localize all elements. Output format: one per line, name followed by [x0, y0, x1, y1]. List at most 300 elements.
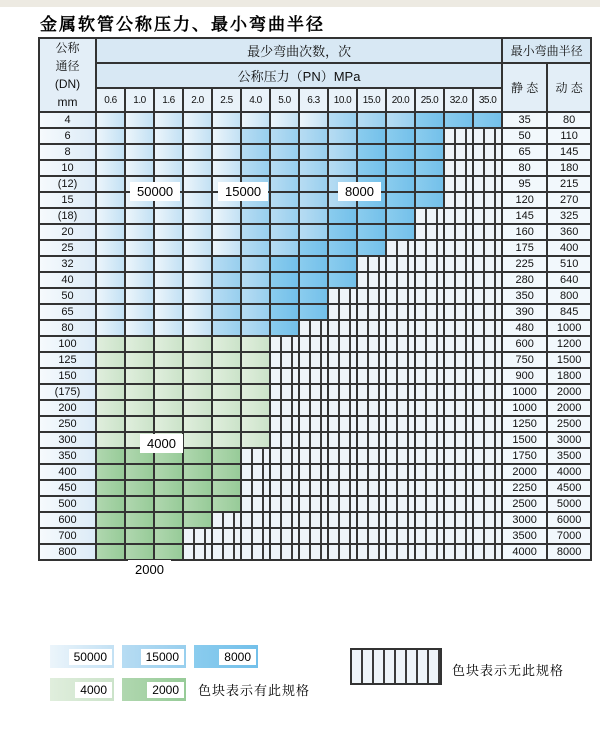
- spec-cell: [154, 160, 183, 176]
- no-spec-cell: [415, 400, 444, 416]
- no-spec-cell: [415, 384, 444, 400]
- no-spec-cell: [328, 496, 357, 512]
- spec-cell: [241, 112, 270, 128]
- dynamic-radius-value: 7000: [547, 528, 591, 544]
- no-spec-cell: [444, 432, 473, 448]
- static-radius-value: 900: [502, 368, 547, 384]
- spec-cell: [125, 256, 154, 272]
- no-spec-cell: [299, 368, 328, 384]
- spec-cell: [96, 368, 125, 384]
- no-spec-cell: [473, 464, 502, 480]
- dn-cell: 200: [39, 400, 96, 416]
- dynamic-radius-value: 145: [547, 144, 591, 160]
- spec-cell: [386, 208, 415, 224]
- legend-has-spec-text: 色块表示有此规格: [198, 683, 311, 698]
- static-radius-value: 2000: [502, 464, 547, 480]
- spec-cell: [154, 464, 183, 480]
- no-spec-cell: [444, 496, 473, 512]
- spec-cell: [154, 256, 183, 272]
- top-strip: [0, 0, 600, 7]
- no-spec-cell: [270, 512, 299, 528]
- spec-cell: [154, 352, 183, 368]
- dn-cell: 400: [39, 464, 96, 480]
- dn-cell: 350: [39, 448, 96, 464]
- dn-cell: 700: [39, 528, 96, 544]
- spec-cell: [96, 480, 125, 496]
- spec-cell: [270, 288, 299, 304]
- spec-cell: [241, 240, 270, 256]
- spec-cell: [96, 464, 125, 480]
- no-spec-cell: [328, 304, 357, 320]
- no-spec-cell: [444, 544, 473, 560]
- spec-cell: [270, 208, 299, 224]
- spec-cell: [299, 256, 328, 272]
- spec-cell: [212, 416, 241, 432]
- spec-cell: [270, 192, 299, 208]
- spec-cell: [96, 224, 125, 240]
- no-spec-cell: [328, 528, 357, 544]
- no-spec-cell: [473, 208, 502, 224]
- pressure-value-20.0: 20.0: [386, 88, 415, 112]
- no-spec-cell: [444, 288, 473, 304]
- table-row-dn-100: [39, 336, 591, 352]
- spec-cell: [241, 272, 270, 288]
- dynamic-radius-value: 800: [547, 288, 591, 304]
- dynamic-radius-value: 8000: [547, 544, 591, 560]
- spec-cell: [125, 384, 154, 400]
- legend-cycle-row: [50, 645, 258, 668]
- spec-cell: [125, 528, 154, 544]
- spec-cell: [357, 224, 386, 240]
- header-dynamic: 动 态: [547, 63, 591, 112]
- spec-cell: [328, 208, 357, 224]
- spec-cell: [183, 160, 212, 176]
- spec-cell: [299, 176, 328, 192]
- no-spec-cell: [299, 512, 328, 528]
- table-row-dn-500: [39, 496, 591, 512]
- spec-cell: [386, 176, 415, 192]
- table-row-dn-700: [39, 528, 591, 544]
- spec-cell: [212, 144, 241, 160]
- no-spec-cell: [241, 528, 270, 544]
- no-spec-cell: [299, 400, 328, 416]
- spec-cell: [96, 208, 125, 224]
- spec-cell: [212, 128, 241, 144]
- table-row-dn-6: [39, 128, 591, 144]
- header-bend-cycles: 最少弯曲次数，次: [96, 38, 502, 63]
- no-spec-cell: [473, 192, 502, 208]
- no-spec-cell: [386, 448, 415, 464]
- dn-cell: 4: [39, 112, 96, 128]
- no-spec-cell: [444, 304, 473, 320]
- no-spec-cell: [473, 256, 502, 272]
- spec-cell: [96, 352, 125, 368]
- spec-cell: [125, 544, 154, 560]
- no-spec-cell: [386, 416, 415, 432]
- no-spec-cell: [473, 128, 502, 144]
- no-spec-cell: [386, 544, 415, 560]
- pressure-value-6.3: 6.3: [299, 88, 328, 112]
- no-spec-cell: [328, 416, 357, 432]
- no-spec-cell: [444, 336, 473, 352]
- table-row-dn-600: [39, 512, 591, 528]
- no-spec-cell: [299, 432, 328, 448]
- no-spec-cell: [299, 528, 328, 544]
- spec-cell: [183, 240, 212, 256]
- dynamic-radius-value: 325: [547, 208, 591, 224]
- no-spec-cell: [299, 352, 328, 368]
- static-radius-value: 2250: [502, 480, 547, 496]
- spec-cell: [415, 192, 444, 208]
- spec-cell: [183, 320, 212, 336]
- spec-cell: [212, 208, 241, 224]
- static-radius-value: 80: [502, 160, 547, 176]
- spec-cell: [270, 240, 299, 256]
- no-spec-cell: [444, 224, 473, 240]
- no-spec-cell: [241, 496, 270, 512]
- spec-cell: [154, 128, 183, 144]
- spec-cell: [212, 352, 241, 368]
- table-row-dn-18: [39, 208, 591, 224]
- static-radius-value: 1000: [502, 400, 547, 416]
- spec-cell: [96, 256, 125, 272]
- spec-cell: [125, 368, 154, 384]
- spec-cell: [241, 208, 270, 224]
- spec-cell: [96, 320, 125, 336]
- spec-cell: [125, 400, 154, 416]
- no-spec-cell: [473, 320, 502, 336]
- no-spec-cell: [299, 384, 328, 400]
- spec-cell: [125, 144, 154, 160]
- static-radius-value: 600: [502, 336, 547, 352]
- no-spec-cell: [444, 320, 473, 336]
- table-row-dn-65: [39, 304, 591, 320]
- no-spec-cell: [444, 480, 473, 496]
- static-radius-value: 350: [502, 288, 547, 304]
- spec-cell: [125, 352, 154, 368]
- spec-cell: [154, 544, 183, 560]
- no-spec-cell: [415, 352, 444, 368]
- spec-cell: [154, 512, 183, 528]
- no-spec-cell: [473, 224, 502, 240]
- spec-cell: [212, 480, 241, 496]
- static-radius-value: 1750: [502, 448, 547, 464]
- spec-cell: [357, 112, 386, 128]
- spec-cell: [96, 304, 125, 320]
- dn-cell: 250: [39, 416, 96, 432]
- spec-cell: [299, 272, 328, 288]
- spec-cell: [270, 304, 299, 320]
- no-spec-cell: [212, 544, 241, 560]
- spec-cell: [183, 352, 212, 368]
- spec-cell: [270, 224, 299, 240]
- legend-swatch-label: 4000: [75, 682, 112, 698]
- no-spec-cell: [386, 272, 415, 288]
- no-spec-cell: [473, 480, 502, 496]
- spec-cell: [183, 192, 212, 208]
- legend-swatch-label: 50000: [69, 649, 112, 665]
- spec-cell: [125, 336, 154, 352]
- spec-cell: [154, 416, 183, 432]
- no-spec-cell: [241, 544, 270, 560]
- no-spec-cell: [473, 288, 502, 304]
- dn-cell: 25: [39, 240, 96, 256]
- no-spec-cell: [299, 496, 328, 512]
- no-spec-cell: [357, 352, 386, 368]
- spec-cell: [415, 112, 444, 128]
- no-spec-cell: [328, 432, 357, 448]
- no-spec-cell: [415, 288, 444, 304]
- spec-cell: [357, 160, 386, 176]
- no-spec-cell: [270, 544, 299, 560]
- static-radius-value: 1250: [502, 416, 547, 432]
- pressure-value-4.0: 4.0: [241, 88, 270, 112]
- spec-cell: [299, 144, 328, 160]
- spec-cell: [154, 224, 183, 240]
- spec-cell: [386, 192, 415, 208]
- no-spec-cell: [444, 208, 473, 224]
- static-radius-value: 35: [502, 112, 547, 128]
- spec-cell: [183, 368, 212, 384]
- table-row-dn-350: [39, 448, 591, 464]
- no-spec-cell: [473, 368, 502, 384]
- spec-cell: [96, 240, 125, 256]
- spec-cell: [183, 432, 212, 448]
- no-spec-cell: [473, 528, 502, 544]
- zone-label-50000: 50000: [130, 182, 180, 201]
- static-radius-value: 160: [502, 224, 547, 240]
- spec-cell: [125, 272, 154, 288]
- spec-cell: [328, 144, 357, 160]
- no-spec-cell: [299, 416, 328, 432]
- static-radius-value: 1500: [502, 432, 547, 448]
- no-spec-cell: [328, 480, 357, 496]
- spec-cell: [328, 224, 357, 240]
- legend-swatch-label: 2000: [147, 682, 184, 698]
- no-spec-cell: [444, 368, 473, 384]
- no-spec-cell: [444, 160, 473, 176]
- spec-cell: [212, 272, 241, 288]
- table-row-dn-15: [39, 192, 591, 208]
- spec-cell: [125, 416, 154, 432]
- spec-cell: [96, 544, 125, 560]
- no-spec-cell: [444, 448, 473, 464]
- spec-cell: [183, 464, 212, 480]
- no-spec-cell: [328, 464, 357, 480]
- no-spec-cell: [241, 448, 270, 464]
- no-spec-cell: [357, 480, 386, 496]
- no-spec-cell: [357, 432, 386, 448]
- no-spec-cell: [415, 336, 444, 352]
- spec-cell: [96, 112, 125, 128]
- no-spec-cell: [357, 336, 386, 352]
- no-spec-cell: [444, 144, 473, 160]
- static-radius-value: 480: [502, 320, 547, 336]
- no-spec-cell: [473, 352, 502, 368]
- no-spec-cell: [473, 176, 502, 192]
- no-spec-cell: [357, 512, 386, 528]
- spec-cell: [386, 128, 415, 144]
- no-spec-cell: [357, 304, 386, 320]
- spec-cell: [96, 176, 125, 192]
- dn-cell: 15: [39, 192, 96, 208]
- no-spec-cell: [270, 368, 299, 384]
- static-radius-value: 3000: [502, 512, 547, 528]
- pressure-value-2.5: 2.5: [212, 88, 241, 112]
- pressure-value-0.6: 0.6: [96, 88, 125, 112]
- dynamic-radius-value: 510: [547, 256, 591, 272]
- spec-cell: [125, 208, 154, 224]
- no-spec-cell: [270, 496, 299, 512]
- no-spec-cell: [328, 400, 357, 416]
- spec-cell: [241, 384, 270, 400]
- spec-cell: [183, 304, 212, 320]
- no-spec-cell: [299, 464, 328, 480]
- spec-cell: [96, 416, 125, 432]
- legend-no-spec-text: 色块表示无此规格: [452, 663, 565, 678]
- table-row-dn-175: [39, 384, 591, 400]
- no-spec-cell: [357, 320, 386, 336]
- spec-cell: [96, 128, 125, 144]
- table-row-dn-50: [39, 288, 591, 304]
- no-spec-cell: [415, 416, 444, 432]
- no-spec-cell: [357, 400, 386, 416]
- static-radius-value: 280: [502, 272, 547, 288]
- table-row-dn-300: [39, 432, 591, 448]
- spec-cell: [212, 448, 241, 464]
- no-spec-cell: [386, 352, 415, 368]
- no-spec-cell: [386, 400, 415, 416]
- dn-cell: 450: [39, 480, 96, 496]
- table-row-dn-800: [39, 544, 591, 560]
- dynamic-radius-value: 2500: [547, 416, 591, 432]
- spec-cell: [241, 400, 270, 416]
- spec-cell: [154, 288, 183, 304]
- no-spec-cell: [444, 240, 473, 256]
- no-spec-cell: [473, 432, 502, 448]
- no-spec-cell: [299, 544, 328, 560]
- spec-cell: [183, 480, 212, 496]
- legend-swatch-label: 15000: [141, 649, 184, 665]
- spec-cell: [125, 160, 154, 176]
- no-spec-cell: [328, 368, 357, 384]
- legend-swatch-2000: [122, 678, 186, 701]
- zone-label-15000: 15000: [218, 182, 268, 201]
- spec-cell: [154, 320, 183, 336]
- static-radius-value: 225: [502, 256, 547, 272]
- no-spec-cell: [415, 496, 444, 512]
- spec-cell: [299, 192, 328, 208]
- dynamic-radius-value: 4500: [547, 480, 591, 496]
- dn-cell: 40: [39, 272, 96, 288]
- spec-cell: [183, 336, 212, 352]
- no-spec-cell: [473, 496, 502, 512]
- table-row-dn-200: [39, 400, 591, 416]
- spec-cell: [299, 240, 328, 256]
- no-spec-cell: [328, 448, 357, 464]
- spec-cell: [154, 496, 183, 512]
- zone-label-4000: 4000: [140, 434, 183, 453]
- table-row-dn-150: [39, 368, 591, 384]
- header-nominal-pressure: 公称压力（PN）MPa: [96, 63, 502, 88]
- spec-cell: [270, 128, 299, 144]
- spec-cell: [299, 288, 328, 304]
- no-spec-cell: [270, 432, 299, 448]
- spec-cell: [96, 512, 125, 528]
- spec-cell: [125, 464, 154, 480]
- no-spec-cell: [473, 240, 502, 256]
- spec-cell: [183, 400, 212, 416]
- spec-cell: [328, 240, 357, 256]
- static-radius-value: 175: [502, 240, 547, 256]
- no-spec-cell: [270, 400, 299, 416]
- no-spec-cell: [183, 544, 212, 560]
- no-spec-cell: [444, 464, 473, 480]
- spec-cell: [183, 208, 212, 224]
- dn-cell: 80: [39, 320, 96, 336]
- spec-cell: [125, 512, 154, 528]
- dn-cell: 10: [39, 160, 96, 176]
- legend-hatch-sample: [350, 648, 442, 685]
- spec-cell: [270, 320, 299, 336]
- spec-cell: [212, 160, 241, 176]
- spec-cell: [241, 144, 270, 160]
- spec-cell: [386, 112, 415, 128]
- spec-cell: [183, 224, 212, 240]
- table-header: [39, 38, 591, 112]
- no-spec-cell: [270, 464, 299, 480]
- dn-cell: 100: [39, 336, 96, 352]
- spec-cell: [183, 112, 212, 128]
- spec-table-wrap: [38, 37, 592, 561]
- header-dn-line4: mm: [57, 95, 78, 109]
- no-spec-cell: [241, 480, 270, 496]
- static-radius-value: 50: [502, 128, 547, 144]
- pressure-value-1.6: 1.6: [154, 88, 183, 112]
- no-spec-cell: [357, 288, 386, 304]
- no-spec-cell: [299, 336, 328, 352]
- no-spec-cell: [415, 528, 444, 544]
- spec-cell: [183, 512, 212, 528]
- no-spec-cell: [473, 400, 502, 416]
- pressure-value-25.0: 25.0: [415, 88, 444, 112]
- no-spec-cell: [444, 400, 473, 416]
- spec-cell: [270, 256, 299, 272]
- no-spec-cell: [183, 528, 212, 544]
- no-spec-cell: [386, 240, 415, 256]
- no-spec-cell: [415, 240, 444, 256]
- spec-cell: [96, 160, 125, 176]
- table-row-dn-4: [39, 112, 591, 128]
- table-row-dn-8: [39, 144, 591, 160]
- spec-cell: [415, 176, 444, 192]
- dynamic-radius-value: 110: [547, 128, 591, 144]
- spec-cell: [96, 144, 125, 160]
- no-spec-cell: [473, 304, 502, 320]
- dynamic-radius-value: 360: [547, 224, 591, 240]
- no-spec-cell: [415, 368, 444, 384]
- dn-cell: 50: [39, 288, 96, 304]
- no-spec-cell: [415, 480, 444, 496]
- no-spec-cell: [212, 528, 241, 544]
- spec-cell: [299, 208, 328, 224]
- spec-cell: [241, 416, 270, 432]
- table-body: [39, 112, 591, 560]
- no-spec-cell: [357, 384, 386, 400]
- no-spec-cell: [386, 368, 415, 384]
- spec-cell: [241, 288, 270, 304]
- pressure-value-5.0: 5.0: [270, 88, 299, 112]
